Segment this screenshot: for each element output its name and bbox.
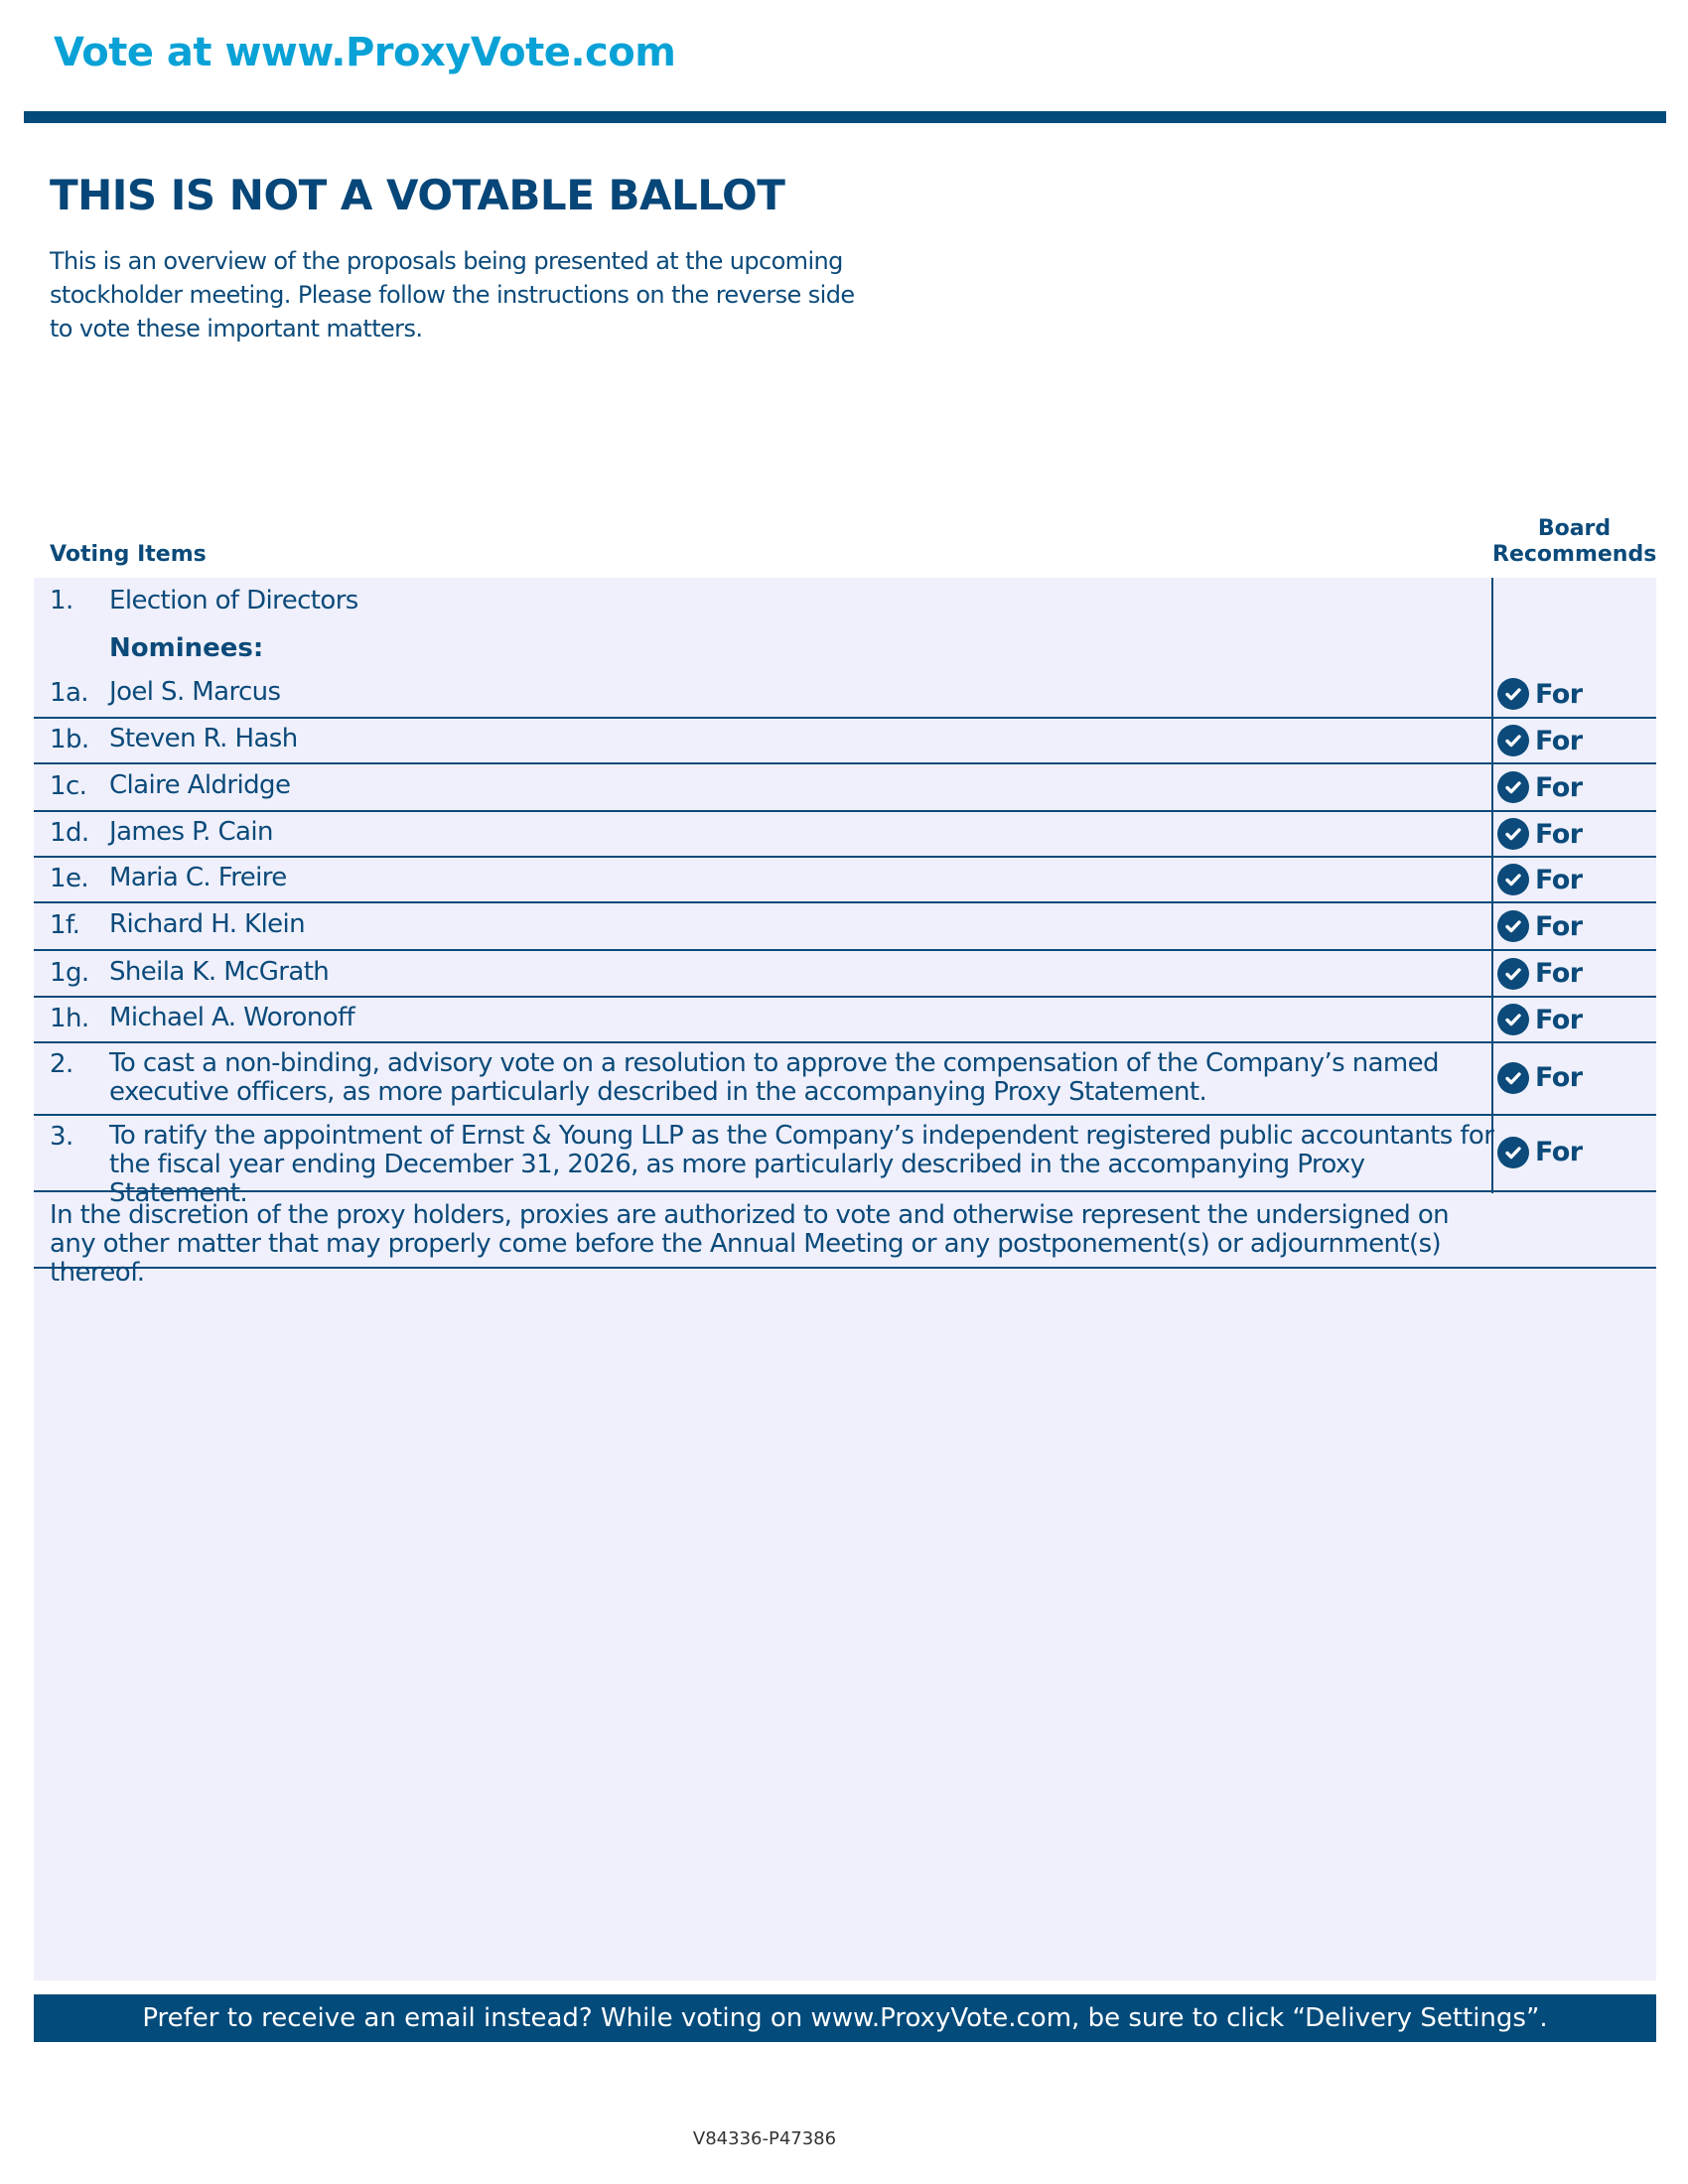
- election-label: Election of Directors: [109, 586, 358, 615]
- nominee-number: 1c.: [50, 771, 87, 801]
- check-circle-icon: [1497, 818, 1529, 850]
- nominee-row: [34, 764, 1656, 812]
- nominee-row: [34, 951, 1656, 998]
- discretion-text: In the discretion of the proxy holders, proxies are authorized to vote and otherwise represent the undersigned on any other matter that may properly come before the Annual Meeting or any postponement(s) or adjournment(s) thereof.: [50, 1200, 1450, 1288]
- board-recommendation: [1497, 818, 1582, 850]
- nominee-row: [34, 671, 1656, 719]
- check-circle-icon: [1497, 1062, 1529, 1094]
- nominee-name: Joel S. Marcus: [109, 677, 281, 707]
- board-recommendation: [1497, 1137, 1582, 1168]
- proposal-row: [34, 1043, 1656, 1116]
- recommendation-label: For: [1535, 818, 1583, 850]
- nominee-name: Sheila K. McGrath: [109, 956, 330, 987]
- board-recommendation: [1497, 864, 1582, 895]
- nominee-row: [34, 998, 1656, 1043]
- nominees-label: Nominees:: [109, 633, 264, 663]
- nominee-number: 1h.: [50, 1004, 89, 1033]
- document-code: V84336-P47386: [692, 2128, 837, 2149]
- page-title: THIS IS NOT A VOTABLE BALLOT: [50, 171, 785, 219]
- board-recommends-header: [1492, 516, 1656, 568]
- nominee-row: [34, 812, 1656, 858]
- discretion-row: [34, 1197, 1656, 1288]
- board-recommends-line1: Board: [1537, 516, 1612, 541]
- recommendation-label: For: [1535, 1137, 1583, 1167]
- nominee-name: James P. Cain: [109, 817, 273, 847]
- proposal-row: [34, 1116, 1656, 1208]
- proposal-text: To ratify the appointment of Ernst & Young LLP as the Company’s independent registered public accountants for the fiscal year ending December 31, 2026, as more particularly described in the accompanying Proxy Statement.: [109, 1121, 1494, 1208]
- recommendation-label: For: [1535, 725, 1583, 756]
- vote-url-header: Vote at www.ProxyVote.com: [54, 30, 676, 75]
- check-circle-icon: [1497, 1137, 1529, 1168]
- nominee-number: 1d.: [50, 818, 89, 848]
- recommendation-label: For: [1535, 771, 1583, 803]
- check-circle-icon: [1497, 864, 1529, 895]
- nominee-name: Maria C. Freire: [109, 863, 287, 892]
- nominee-row: [34, 858, 1656, 903]
- intro-text: This is an overview of the proposals being presented at the upcoming stockholder meeting. Please follow the instructions on the reverse side to vote these important matters.: [50, 247, 855, 342]
- nominee-name: Richard H. Klein: [109, 909, 305, 939]
- recommendation-label: For: [1535, 1062, 1583, 1093]
- board-recommendation: [1497, 1062, 1582, 1094]
- check-circle-icon: [1497, 725, 1529, 756]
- check-circle-icon: [1497, 910, 1529, 942]
- nominee-number: 1b.: [50, 725, 89, 754]
- nominee-name: Claire Aldridge: [109, 770, 291, 800]
- board-recommendation: [1497, 771, 1582, 803]
- header-divider: [24, 111, 1666, 123]
- proposal-number: 3.: [50, 1122, 73, 1152]
- board-recommendation: [1497, 678, 1582, 710]
- recommendation-label: For: [1535, 1004, 1583, 1035]
- check-circle-icon: [1497, 771, 1529, 803]
- voting-items-header: Voting Items: [50, 542, 207, 567]
- proposal-text: To cast a non-binding, advisory vote on a resolution to approve the compensation of the Company’s named executive officers, as more particularly described in the accompanying Proxy Statement.: [109, 1048, 1439, 1107]
- nominee-row: [34, 719, 1656, 764]
- proposal-number: 2.: [50, 1049, 73, 1079]
- delivery-settings-banner: Prefer to receive an email instead? While voting on www.ProxyVote.com, be sure to click “Delivery Settings”.: [34, 1994, 1656, 2042]
- nominee-number: 1f.: [50, 910, 80, 940]
- nominee-number: 1e.: [50, 864, 89, 893]
- nominee-number: 1a.: [50, 678, 88, 708]
- nominee-number: 1g.: [50, 957, 89, 988]
- board-recommendation: [1497, 1004, 1582, 1035]
- election-num: 1.: [50, 586, 73, 615]
- nominee-name: Michael A. Woronoff: [109, 1003, 355, 1032]
- nominee-name: Steven R. Hash: [109, 724, 298, 753]
- recommendation-label: For: [1535, 958, 1583, 989]
- board-recommendation: [1497, 958, 1582, 990]
- recommendation-label: For: [1535, 864, 1583, 895]
- board-recommends-line2: Recommends: [1492, 542, 1657, 567]
- check-circle-icon: [1497, 1004, 1529, 1035]
- recommendation-label: For: [1535, 678, 1583, 710]
- check-circle-icon: [1497, 958, 1529, 990]
- board-recommendation: [1497, 910, 1582, 942]
- recommendation-label: For: [1535, 910, 1583, 942]
- nominee-row: [34, 903, 1656, 951]
- check-circle-icon: [1497, 678, 1529, 710]
- board-recommendation: [1497, 725, 1582, 756]
